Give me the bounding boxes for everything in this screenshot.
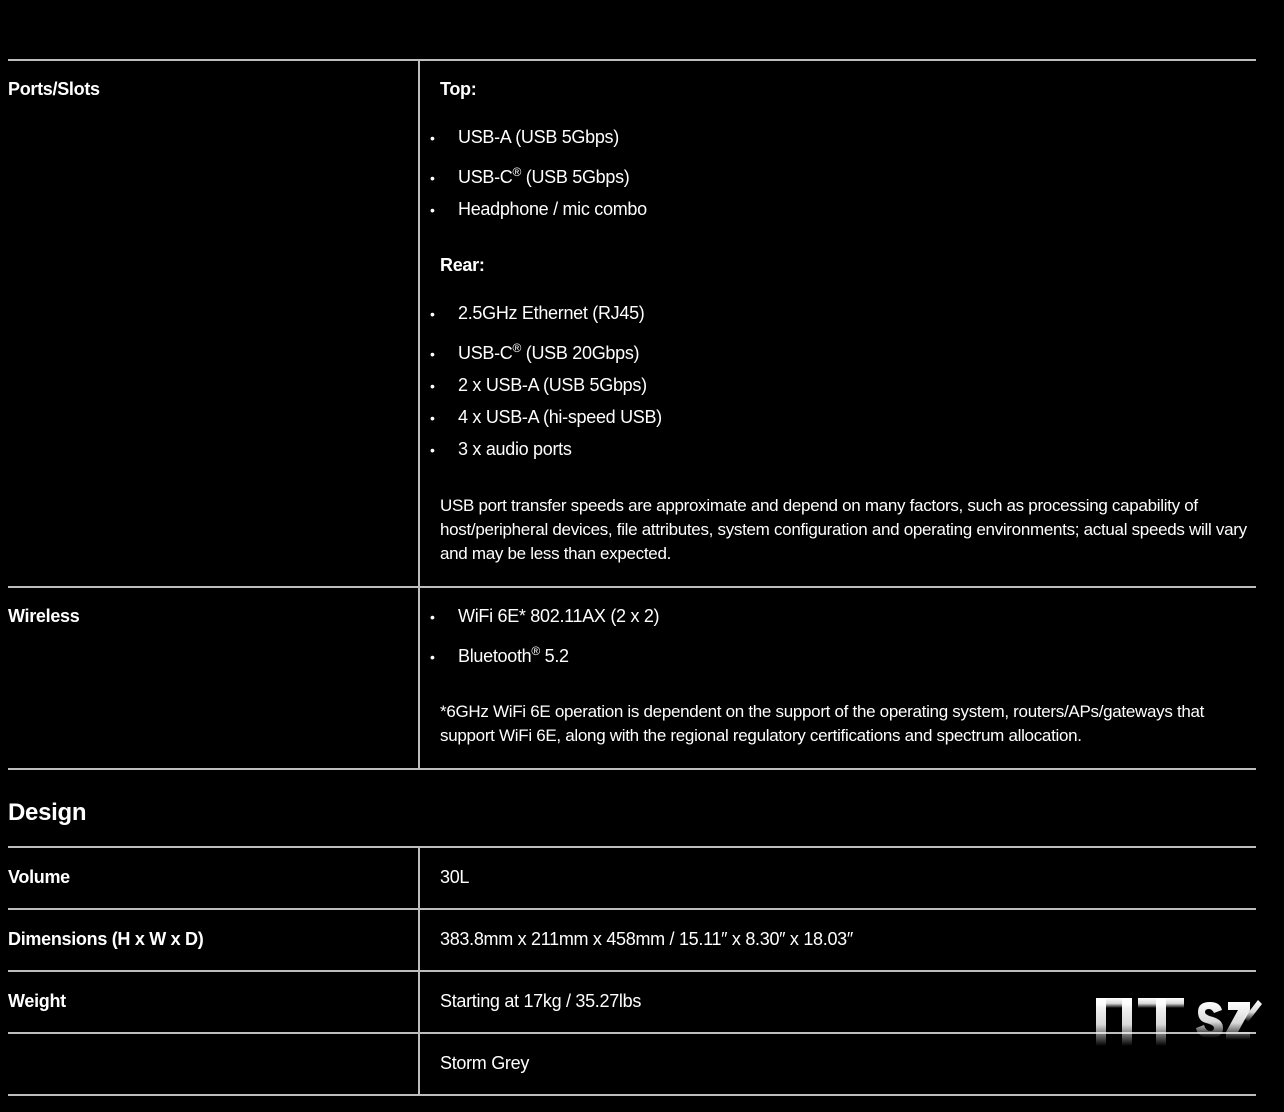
column-divider-volume — [418, 848, 420, 908]
weight-value: Starting at 17kg / 35.27lbs — [440, 991, 642, 1011]
column-divider-weight — [418, 972, 420, 1032]
design-section-title: Design — [8, 799, 87, 826]
weight-label: Weight — [8, 991, 66, 1011]
bullet-icon: • — [430, 442, 435, 458]
bullet-icon: • — [430, 410, 435, 426]
site-watermark-logo-icon — [1094, 996, 1262, 1048]
row-rule-volume — [8, 908, 1256, 910]
ports-top-heading: Top: — [440, 79, 477, 99]
row-rule-color — [8, 1094, 1256, 1096]
list-item: • USB-C® (USB 20Gbps) — [430, 341, 640, 363]
volume-label: Volume — [8, 867, 70, 887]
row-rule-wireless — [8, 768, 1256, 770]
row-rule-weight — [8, 1032, 1256, 1034]
list-item: • 2 x USB-A (USB 5Gbps) — [430, 375, 647, 395]
row-rule-ports — [8, 586, 1256, 588]
wifi-6e-note: *6GHz WiFi 6E operation is dependent on the support of the operating system, routers/APs/gateways that support WiFi 6E, along with the regional regulatory certifications and spectrum allocation. — [440, 702, 1205, 745]
volume-value: 30L — [440, 867, 470, 887]
wireless-label: Wireless — [8, 606, 80, 626]
bullet-icon: • — [430, 202, 435, 218]
list-item: • USB-C® (USB 5Gbps) — [430, 165, 630, 187]
bullet-icon: • — [430, 378, 435, 394]
bullet-icon: • — [430, 306, 435, 322]
list-item: • Bluetooth® 5.2 — [430, 644, 569, 666]
list-item: • 2.5GHz Ethernet (RJ45) — [430, 303, 645, 323]
ports-slots-label: Ports/Slots — [8, 79, 100, 99]
bullet-icon: • — [430, 609, 435, 625]
column-divider-color — [418, 1034, 420, 1094]
column-divider-ports — [418, 61, 420, 586]
bullet-icon: • — [430, 170, 435, 186]
list-item: • 3 x audio ports — [430, 439, 572, 459]
bullet-icon: • — [430, 130, 435, 146]
table-top-rule — [8, 59, 1256, 61]
ports-rear-heading: Rear: — [440, 255, 485, 275]
list-item: • Headphone / mic combo — [430, 199, 647, 219]
color-value: Storm Grey — [440, 1053, 530, 1073]
list-item: • USB-A (USB 5Gbps) — [430, 127, 619, 147]
dimensions-label: Dimensions (H x W x D) — [8, 929, 204, 949]
bullet-icon: • — [430, 346, 435, 362]
row-rule-dimensions — [8, 970, 1256, 972]
design-top-rule — [8, 846, 1256, 848]
list-item: • 4 x USB-A (hi-speed USB) — [430, 407, 662, 427]
column-divider-dimensions — [418, 910, 420, 970]
column-divider-wireless — [418, 588, 420, 768]
usb-speed-note: USB port transfer speeds are approximate and depend on many factors, such as processing capability of host/peripheral devices, file attributes, system configuration and operating environments; actual speeds will vary and may be less than expected. — [440, 496, 1247, 563]
list-item: • WiFi 6E* 802.11AX (2 x 2) — [430, 606, 660, 626]
dimensions-value: 383.8mm x 211mm x 458mm / 15.11″ x 8.30″ x 18.03″ — [440, 929, 853, 949]
bullet-icon: • — [430, 649, 435, 665]
